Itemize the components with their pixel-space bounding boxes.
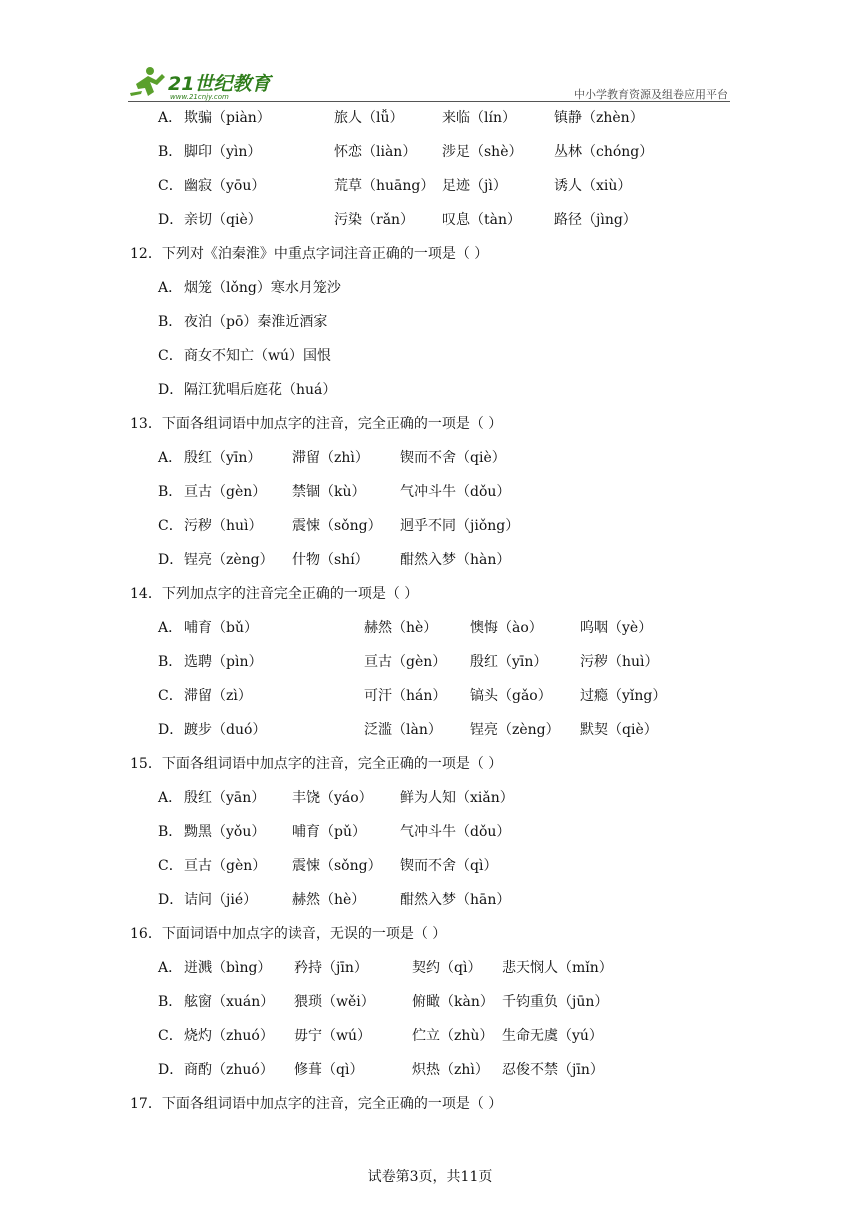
option-a (130, 448, 730, 482)
option-b (130, 482, 730, 516)
option-word: 迸溅（bìng） (184, 960, 272, 976)
option-word: 炽热（zhì） (412, 1062, 489, 1078)
question-text: 16．下面词语中加点字的读音，无误的一项是（ ） (130, 926, 447, 942)
option-letter: D． (158, 382, 184, 398)
option-letter: A． (158, 450, 183, 466)
option-word: 选聘（pìn） (184, 654, 263, 670)
option-word: 可汗（hán） (364, 688, 447, 704)
option-word: 震悚（sǒng） (292, 858, 382, 874)
option-word: 亲切（qiè） (184, 212, 262, 228)
option-word: 酣然入梦（hān） (400, 892, 511, 908)
header-divider (128, 101, 730, 102)
option-word: 什物（shí） (292, 552, 369, 568)
option-word: 悲天悯人（mǐn） (502, 960, 613, 976)
option-word: 荒草（huāng） (334, 178, 435, 194)
option-word: 禁锢（kù） (292, 484, 366, 500)
questions (130, 244, 730, 1128)
option-letter: B． (158, 994, 183, 1010)
option-letter: B． (158, 144, 183, 160)
option-letter: A． (158, 960, 183, 976)
option-word: 滞留（zì） (184, 688, 252, 704)
option-word: 旅人（lǚ） (334, 110, 404, 126)
option-letter: C． (158, 348, 183, 364)
option-word: 欺骗（piàn） (184, 110, 271, 126)
option-word: 哺育（pǔ） (292, 824, 366, 840)
option-word: 舷窗（xuán） (184, 994, 275, 1010)
option-word: 契约（qì） (412, 960, 482, 976)
option-word: 殷红（yīn） (470, 654, 548, 670)
option-word: 怀恋（liàn） (334, 144, 417, 160)
option-word: 污秽（huì） (184, 518, 263, 534)
option-letter: C． (158, 858, 183, 874)
option-letter: C． (158, 178, 183, 194)
option-word: 千钧重负（jūn） (502, 994, 609, 1010)
question-text: 17．下面各组词语中加点字的注音，完全正确的一项是（ ） (130, 1096, 503, 1112)
option-letter: B． (158, 484, 183, 500)
option-b (130, 312, 730, 346)
option-d (130, 1060, 730, 1094)
option-word: 烟笼（lǒng）寒水月笼沙 (184, 280, 341, 296)
option-word: 呜咽（yè） (580, 620, 653, 636)
option-word: 殷红（yān） (184, 790, 266, 806)
option-letter: A． (158, 110, 183, 126)
option-word: 迥乎不同（jiǒng） (400, 518, 520, 534)
option-word: 鲜为人知（xiǎn） (400, 790, 514, 806)
option-c (130, 686, 730, 720)
option-letter: D． (158, 892, 184, 908)
option-d (130, 890, 730, 924)
option-word: 烧灼（zhuó） (184, 1028, 274, 1044)
option-word: 赫然（hè） (292, 892, 366, 908)
option-a (130, 788, 730, 822)
option-word: 污秽（huì） (580, 654, 659, 670)
option-word: 酣然入梦（hàn） (400, 552, 511, 568)
option-letter: D． (158, 722, 184, 738)
page-number: 试卷第3页，共11页 (367, 1169, 493, 1185)
logo-text: 21世纪教育 (168, 73, 271, 95)
question-stem (130, 1094, 730, 1128)
option-word: 足迹（jì） (442, 178, 507, 194)
option-word: 丰饶（yáo） (292, 790, 373, 806)
option-word: 哺育（bǔ） (184, 620, 258, 636)
site-logo (128, 62, 288, 102)
option-letter: A． (158, 790, 183, 806)
option-c (130, 176, 730, 210)
option-word: 亘古（gèn） (184, 858, 267, 874)
option-word: 幽寂（yōu） (184, 178, 266, 194)
option-letter: B． (158, 314, 183, 330)
option-word: 锃亮（zèng） (470, 722, 560, 738)
option-word: 丛林（chóng） (554, 144, 654, 160)
option-letter: D． (158, 212, 184, 228)
question-list (130, 108, 730, 1128)
header-site-name: 中小学教育资源及组卷应用平台 (574, 88, 728, 101)
question-stem (130, 244, 730, 278)
option-letter: D． (158, 1062, 184, 1078)
option-word: 殷红（yīn） (184, 450, 262, 466)
option-d (130, 720, 730, 754)
option-word: 气冲斗牛（dǒu） (400, 824, 511, 840)
question-text: 14．下列加点字的注音完全正确的一项是（ ） (130, 586, 419, 602)
option-word: 泛滥（làn） (364, 722, 442, 738)
question-stem (130, 924, 730, 958)
option-word: 懊悔（ào） (470, 620, 543, 636)
option-word: 锃亮（zèng） (184, 552, 274, 568)
option-word: 诘问（jié） (184, 892, 258, 908)
option-b (130, 822, 730, 856)
option-word: 伫立（zhù） (412, 1028, 494, 1044)
option-letter: C． (158, 518, 183, 534)
option-word: 猥琐（wěi） (294, 994, 375, 1010)
option-word: 脚印（yìn） (184, 144, 262, 160)
option-word: 涉足（shè） (442, 144, 523, 160)
question-stem (130, 754, 730, 788)
option-word: 毋宁（wú） (294, 1028, 371, 1044)
question-11-options (130, 108, 730, 244)
option-word: 锲而不舍（qì） (400, 858, 498, 874)
question-stem (130, 414, 730, 448)
option-d (130, 550, 730, 584)
option-letter: B． (158, 654, 183, 670)
option-word: 路径（jìng） (554, 212, 637, 228)
question-text: 15．下面各组词语中加点字的注音，完全正确的一项是（ ） (130, 756, 503, 772)
option-word: 商女不知亡（wú）国恨 (184, 348, 331, 364)
option-a (130, 108, 730, 142)
option-word: 镐头（gǎo） (470, 688, 552, 704)
option-word: 矜持（jīn） (294, 960, 368, 976)
option-word: 夜泊（pō）秦淮近酒家 (184, 314, 328, 330)
option-letter: A． (158, 620, 183, 636)
option-b (130, 992, 730, 1026)
option-c (130, 346, 730, 380)
page-header (128, 62, 730, 102)
option-word: 赫然（hè） (364, 620, 438, 636)
option-a (130, 278, 730, 312)
option-letter: C． (158, 688, 183, 704)
option-a (130, 958, 730, 992)
option-b (130, 652, 730, 686)
option-word: 修葺（qì） (294, 1062, 364, 1078)
option-word: 过瘾（yǐng） (580, 688, 667, 704)
question-text: 13．下面各组词语中加点字的注音，完全正确的一项是（ ） (130, 416, 503, 432)
option-word: 叹息（tàn） (442, 212, 521, 228)
question-text: 12．下列对《泊秦淮》中重点字词注音正确的一项是（ ） (130, 246, 489, 262)
option-word: 默契（qiè） (580, 722, 658, 738)
option-c (130, 1026, 730, 1060)
option-c (130, 516, 730, 550)
option-word: 滞留（zhì） (292, 450, 369, 466)
option-word: 俯瞰（kàn） (412, 994, 494, 1010)
option-word: 锲而不舍（qiè） (400, 450, 506, 466)
option-b (130, 142, 730, 176)
option-word: 隔江犹唱后庭花（huá） (184, 382, 337, 398)
option-d (130, 380, 730, 414)
logo-url: www.21cnjy.com (170, 93, 229, 101)
option-letter: B． (158, 824, 183, 840)
option-word: 黝黑（yǒu） (184, 824, 266, 840)
option-word: 亘古（gèn） (364, 654, 447, 670)
question-stem (130, 584, 730, 618)
option-word: 震悚（sǒng） (292, 518, 382, 534)
option-word: 商酌（zhuó） (184, 1062, 274, 1078)
option-word: 来临（lín） (442, 110, 516, 126)
option-d (130, 210, 730, 244)
option-c (130, 856, 730, 890)
option-letter: D． (158, 552, 184, 568)
option-word: 忍俊不禁（jīn） (502, 1062, 604, 1078)
option-word: 气冲斗牛（dǒu） (400, 484, 511, 500)
option-word: 踱步（duó） (184, 722, 267, 738)
option-word: 生命无虞（yú） (502, 1028, 603, 1044)
option-word: 诱人（xiù） (554, 178, 632, 194)
option-a (130, 618, 730, 652)
option-letter: A． (158, 280, 183, 296)
option-word: 污染（rǎn） (334, 212, 415, 228)
option-letter: C． (158, 1028, 183, 1044)
option-word: 亘古（gèn） (184, 484, 267, 500)
option-word: 镇静（zhèn） (554, 110, 644, 126)
